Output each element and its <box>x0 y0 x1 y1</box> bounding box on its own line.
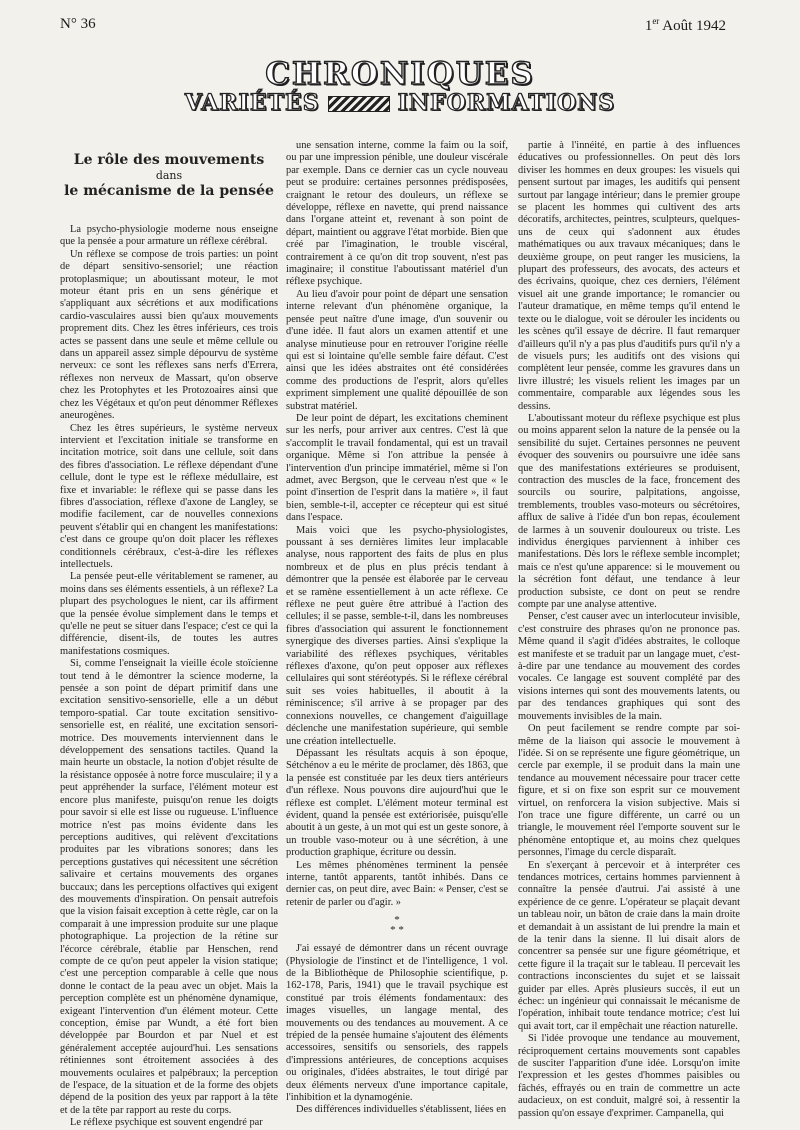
paragraph: Si, comme l'enseignait la vieille école stoïcienne tout tend à le démontrer la science moderne, la pensée a son point de départ primitif dans une excitation sensitivo-sensorielle, elle a un début temporo-spatial. Car toute excitation sensitivo-sensorielle est, en réalité, une excitation sensori-motrice. Des mouvements interviennent dans le développement des sensations tactiles. Quand la main heurte un obstacle, la notion d'objet résulte de la résistance opposée à notre force musculaire; il y a peut appréhender la surface, l'élément moteur est encore plus manifeste, puisqu'on renue les doigts pour savoir si elle est lisse ou rugueuse. L'influence motrice n'est pas moins évidente dans les perceptions auditives, qui relèvent d'excitations produites par les vibrations sonores; dans les perceptions gustatives qui nécessitent une sécrétion salivaire et certains mouvements des organes buccaux; dans les perceptions olfactives qui exigent des mouvements d'inspiration. On pensait autrefois que la vision faisait exception à cette règle, car on la comparait à une impression produite sur une plaque photographique. La projection de la rétine sur l'écorce cérébrale, établie par Henschen, rend compte de ce qu'on peut appeler la vision statique; c'est une perception comparable à celle que nous donne le contact de la peau avec un objet. Mais la perception complète est un phénomène dynamique, exigeant l'intervention d'un élément moteur. Cette conception, émise par Wundt, a été fort bien développée par Bourdon et par Nuel et est généralement acceptée aujourd'hui. Les sensations rétiniennes sont étroitement associées à des mouvements oculaires et palpébraux; la perception de l'espace, de la situation et de la forme des objets dépend de la position des yeux par rapport à la tête et de la tête par rapport au reste du corps. <box>60 658 278 1116</box>
masthead-subtitle <box>0 90 800 116</box>
column-2-body-b <box>286 943 508 1117</box>
masthead-title: CHRONIQUES <box>265 56 535 92</box>
paragraph: Mais voici que les psycho-physiologistes, poussant à ses dernières limites leur implacable analyse, nous rapportent des faits de plus en plus nombreux et de plus en plus précis tendant à démontrer que la pensée est élaborée par le cerveau et se ramène essentiellement à un acte réflexe. Ce réflexe ne peut guère être attribué à l'action des cellules; il se passe, semble-t-il, dans les nombreuses fibres d'association qui assurent le fonctionnement synergique des diverses parties. Ainsi s'explique la variabilité des réflexes psychiques, véritables réflexes d'axone, qu'on peut opposer aux réflexes cellulaires qui sont stéréotypés. Si le réflexe cérébral suit ses voies habituelles, il aboutit à la réminiscence; s'il arrive à se propager par des connexions nouvelles, ce changement d'aiguillage déclenche une manifestation supérieure, qui semble une création intellectuelle. <box>286 524 508 747</box>
title-line-2: dans <box>155 169 183 182</box>
column-2-body <box>286 140 508 909</box>
column-3-body <box>518 140 740 1120</box>
title-line-1: Le rôle des mouvements <box>73 152 265 168</box>
issue-date <box>645 16 726 35</box>
paragraph: Penser, c'est causer avec un interlocuteur invisible, c'est construire des phrases qu'on ne prononce pas. Même quand il s'agit d'idées abstraites, le colloque est manifeste et se traduit par un langage muet, c'est-à-dire par une tendance au mouvement des cordes vocales. Ce langage est souvent complété par des visions internes qui sont des mouvements latents, ou par des tendances graphiques qui sont des mouvements invisibles de la main. <box>518 611 740 722</box>
masthead-right: INFORMATIONS <box>397 90 616 116</box>
paragraph: Chez les êtres supérieurs, le système nerveux intervient et l'excitation initiale se transforme en incitation motrice, soit dans une cellule, soit dans des fibres d'association. Le réflexe dépendant d'une cellule, dont le type est le réflexe médullaire, est fixe et invariable: le réflexe qui se passe dans les fibres d'association, réflexe d'axone de Langley, se modifie facilement, car de nouvelles connexions peuvent s'établir qui en changent les manifestations: c'est dans ce groupe qu'on doit placer les réflexes conditionnels cérébraux, c'est-à-dire les réflexes intellectuels. <box>60 422 278 570</box>
paragraph: Dépassant les résultats acquis à son époque, Sétchénov a eu le mérite de proclamer, dès 1863, que la pensée est constituée par les deux tiers antérieurs d'un réflexe. Nous pouvons dire aujourd'hui que le réflexe est complet. L'élément moteur terminal est évident, quand la pensée est extériorisée, puisqu'elle aboutit à un geste, à un mot qui est un geste sonore, à un trouble vaso-moteur ou à une sécrétion, à une production graphique, écriture ou dessin. <box>286 747 508 859</box>
article-title <box>60 152 278 200</box>
ornament-icon <box>328 96 390 112</box>
paragraph: Des différences individuelles s'établissent, liées en <box>296 1104 507 1116</box>
title-line-3: le mécanisme de la pensée <box>64 183 274 199</box>
paragraph: Si l'idée provoque une tendance au mouvement, réciproquement certains mouvements sont capables de susciter l'apparition d'une idée. Lorsqu'on imite l'expression et les gestes d'hommes paisibles ou fâchés, effrayés ou en train de commettre un acte audacieux, on est conduit, malgré soi, à ressentir la passion qu'on essaye d'exprimer. Campanella, qui <box>518 1033 740 1119</box>
column-1-body <box>60 224 278 1130</box>
column-2 <box>286 140 508 1117</box>
paragraph: En s'exerçant à percevoir et à interpréter ces tendances motrices, certains hommes parviennent à connaître la pensée d'autrui. J'ai assisté à une expérience de ce genre. L'opérateur se plaçait devant un tableau noir, un bâton de craie dans la main droite et demandait à un assistant de lui prendre la main et de la tenir dans la sienne. Il lui disait alors de concentrer sa pensée sur une figure géométrique, et cette figure il la traçait sur le tableau. Il percevait les contractions inconscientes du sujet et se laissait guider par elles. Après plusieurs succès, il eut un échec: un ingénieur qui connaissait le mécanisme de l'opération, inhibait toute tendance motrice; c'est lui qui avait tort, car il empêchait une réaction naturelle. <box>518 859 740 1032</box>
masthead-left: VARIÉTÉS <box>184 90 320 116</box>
paragraph: Les mêmes phénomènes terminent la pensée interne, tantôt apparents, tantôt inhibés. Dans ce dernier cas, on peut dire, avec Bain: « Penser, c'est se retenir de parler ou d'agir. » <box>286 859 508 908</box>
paragraph: La pensée peut-elle véritablement se ramener, au moins dans ses éléments essentiels, à un réflexe? La plupart des psychologues le nient, car ils affirment que la pensée évolue simplement dans le temps et qu'elle ne peut se situer dans l'espace; c'est ce qui la différencie, disent-ils, de toutes les autres manifestations cosmiques. <box>60 571 278 657</box>
issue-number: N° 36 <box>60 16 96 32</box>
date-day: 1 <box>644 18 653 34</box>
date-superscript: er <box>652 16 660 26</box>
section-separator: * * * <box>390 914 404 937</box>
paragraph: On peut facilement se rendre compte par soi-même de la liaison qui associe le mouvement à l'idée. Si on se représente une figure géométrique, un cercle par exemple, il se produit dans la main une tendance au mouvement nécessaire pour tracer cette figure, et si on fixe son esprit sur ce mouvement virtuel, on renforcera la vision subjective. Mais si l'on trace une figure différente, un carré ou un triangle, le mouvement réel l'emporte souvent sur le phénomène entoptique et, au moins chez quelques personnes, l'image du cercle disparaît. <box>518 723 740 859</box>
date-month-year: Août 1942 <box>659 18 726 34</box>
paragraph: De leur point de départ, les excitations cheminent sur les nerfs, pour arriver aux centres. C'est là que s'accomplit le travail fondamental, qui est un travail organique. Même si l'on attribue la pensée à l'intervention d'un principe immatériel, même si l'on admet, avec Bergson, que le cerveau n'est que « le point d'insertion de l'esprit dans la matière », il faut bien, semble-t-il, accepter ce récepteur qui est situé dans l'espace. <box>286 412 508 524</box>
column-3 <box>518 140 740 1120</box>
column-1 <box>60 140 278 1130</box>
paragraph: partie à l'innéité, en partie à des influences éducatives ou professionnelles. On peut dès lors diviser les hommes en deux groupes: les visuels qui pensent surtout par images, les auditifs qui pensent surtout par langage intérieur; dans le premier groupe se placent les hommes qui cultivent des arts décoratifs, architectes, peintres, sculpteurs, quelques-uns de ceux qui s'adonnent aux études mathématiques ou aux travaux mécaniques; dans le deuxième groupe, on peut ranger les musiciens, la plupart des professeurs, des avocats, des acteurs et des écrivains, quoique, chez ces derniers, l'élément visuel ait une grande importance; le romancier ou l'auteur dramatique, en même temps qu'il entend le texte ou le dialogue, voit se dérouler les incidents ou les scènes qu'il essaye de décrire. Il faut remarquer d'ailleurs qu'il n'y a pas plus d'auditifs purs qu'il n'y a de visuels purs; les auditifs ont des visions qui complètent leur pensée, comme les gravures dans un livre illustré; les visuels relient les images par un commentaire, comparable aux légendes sous les dessins. <box>518 140 740 412</box>
paragraph: Un réflexe se compose de trois parties: un point de départ sensitivo-sensoriel; une réaction protoplasmique; un aboutissant moteur, le mot moteur étant pris en un sens générique et s'appliquant aux sécrétions et aux modifications cardio-vasculaires aussi bien qu'aux mouvements proprement dits. Chez les êtres inférieurs, ces trois actes se passent dans une seule et même cellule ou dans un appareil assez simple dépourvu de système nerveux: ce sont les réflexes sans nerfs d'Errera, réflexes non nerveux de Massart, qu'on observe chez les Protophytes et les Protozoaires ainsi que chez les Végétaux et qu'on peut dénommer Réflexes aneurogènes. <box>60 248 278 422</box>
paragraph: Le réflexe psychique est souvent engendré par <box>70 1117 263 1129</box>
paragraph: J'ai essayé de démontrer dans un récent ouvrage (Physiologie de l'instinct et de l'intelligence, 1 vol. de la Bibliothèque de Philosophie scientifique, p. 162-178, Paris, 1941) que le travail psychique est constitué par trois éléments fondamentaux: des images visuelles, un langage mental, des mouvements ou des tendances au mouvement. A ce trépied de la pensée humaine s'ajoutent des éléments accessoires, sensitifs ou sensoriels, des rappels d'impressions antérieures, de conceptions acquises ou originales, d'idées abstraites, le tout dirigé par deux éléments nerveux d'une importance capitale, l'inhibition et la dynamogénie. <box>286 943 508 1104</box>
paragraph: une sensation interne, comme la faim ou la soif, ou par une impression pénible, une douleur viscérale par exemple. Dans ce dernier cas un cycle nouveau peut se produire: certaines personnes prédisposées, craignant le retour des douleurs, un réflexe se développe, réflexe en navette, qui prend naissance dans l'organe atteint et, revenant à son point de départ, maintient ou aggrave l'état morbide. Bien que créé par l'imagination, le trouble viscéral, contrairement à ce qu'on dit trop souvent, n'est pas imaginaire; il constitue l'aboutissant matériel d'un réflexe psychique. <box>286 140 508 288</box>
paragraph: Au lieu d'avoir pour point de départ une sensation interne relevant d'un phénomène organique, la pensée peut naître d'une image, d'un souvenir ou d'une idée. Il faut alors un examen attentif et une analyse minutieuse pour en retrouver l'origine réelle qui est si lointaine qu'elle semble faire défaut. C'est ainsi que les idées abstraites ont été considérées comme des productions de l'esprit, alors qu'elles expriment simplement une qualité dépouillée de son substrat matériel. <box>286 288 508 412</box>
paragraph: L'aboutissant moteur du réflexe psychique est plus ou moins apparent selon la nature de la pensée ou la sensibilité du sujet. Certaines personnes ne peuvent évoquer des souvenirs ou poursuivre une idée sans que des manifestations extérieures se produisent, contraction des muscles de la face, froncement des sourcils ou sourire, palpitations, angoisse, tremblements, troubles vaso-moteurs ou sécrétoires, afflux de salive à l'idée d'un bon repas, écoulement de larmes à un souvenir douloureux ou triste. Les individus énergiques parviennent à inhiber ces manifestations. Dès lors le réflexe semble incomplet; mais ce n'est qu'une apparence: si le mouvement ou la sécrétion font défaut, une tendance à leur production subsiste, ce dont on peut se rendre compte par une analyse attentive. <box>518 412 740 611</box>
paragraph: La psycho-physiologie moderne nous enseigne que la pensée a pour armature un réflexe cérébral. <box>60 224 278 248</box>
